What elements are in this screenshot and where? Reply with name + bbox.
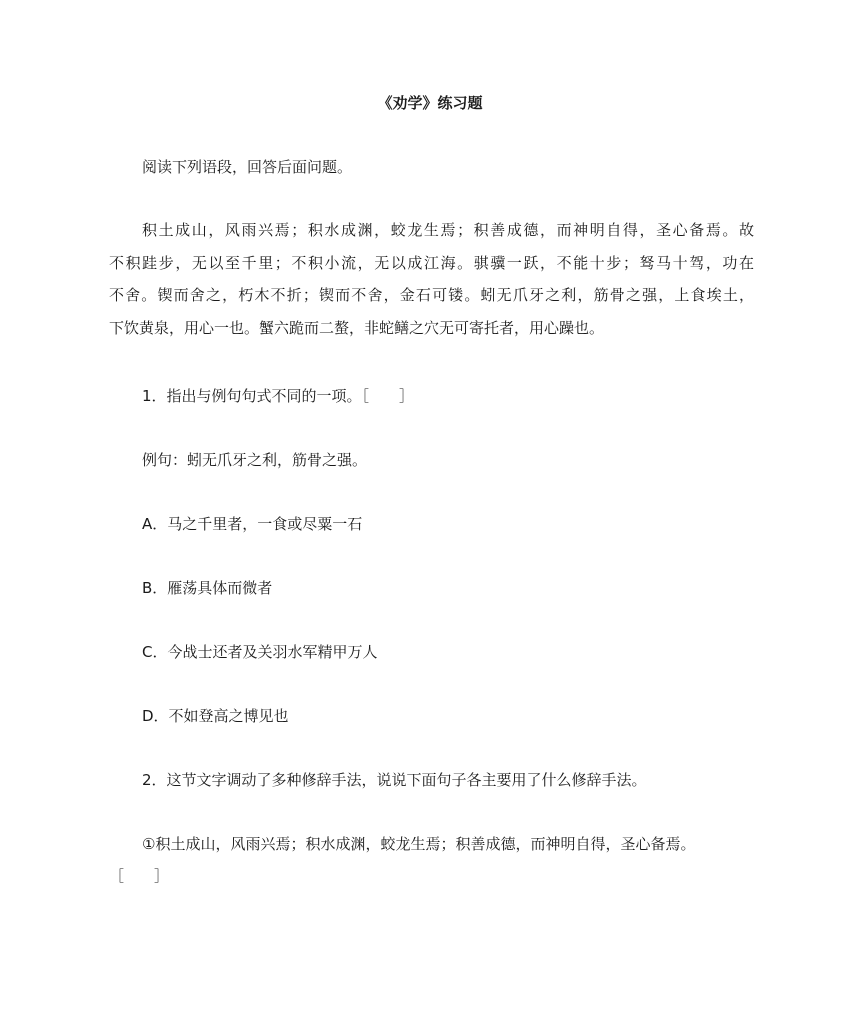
question-1-option-a: A．马之千里者，一食或尽粟一石 <box>142 515 363 533</box>
document-title: 《劝学》练习题 <box>377 94 483 112</box>
answer-blank: ［ ］ <box>109 867 170 885</box>
question-1-option-b: B．雁荡具体而微者 <box>142 579 273 597</box>
question-1-option-d: D．不如登高之博见也 <box>142 707 289 725</box>
question-2-item-1-text: ①积土成山，风雨兴焉；积水成渊，蛟龙生焉；积善成德，而神明自得，圣心备焉。 <box>142 835 696 853</box>
passage-line: 积土成山，风雨兴焉；积水成渊，蛟龙生焉；积善成德，而神明自得，圣心备焉。故 <box>142 221 754 239</box>
question-2-item-1 <box>109 828 754 892</box>
passage-line: 不舍。锲而舍之，朽木不折；锲而不舍，金石可镂。蚓无爪牙之利，筋骨之强，上食埃土， <box>109 286 754 304</box>
question-2-prompt: 2．这节文字调动了多种修辞手法，说说下面句子各主要用了什么修辞手法。 <box>142 771 647 789</box>
question-1-example: 例句：蚓无爪牙之利，筋骨之强。 <box>142 451 368 469</box>
question-1-prompt: 1．指出与例句句式不同的一项。［ ］ <box>142 387 415 405</box>
passage-line: 不积跬步，无以至千里；不积小流，无以成江海。骐骥一跃，不能十步；驽马十驾，功在 <box>109 253 754 272</box>
passage-line: 下饮黄泉，用心一也。蟹六跪而二螯，非蛇鳝之穴无可寄托者，用心躁也。 <box>109 318 605 337</box>
reading-passage <box>109 214 754 344</box>
instruction-text: 阅读下列语段，回答后面问题。 <box>142 158 353 176</box>
question-1-option-c: C．今战士还者及关羽水军精甲万人 <box>142 643 378 661</box>
